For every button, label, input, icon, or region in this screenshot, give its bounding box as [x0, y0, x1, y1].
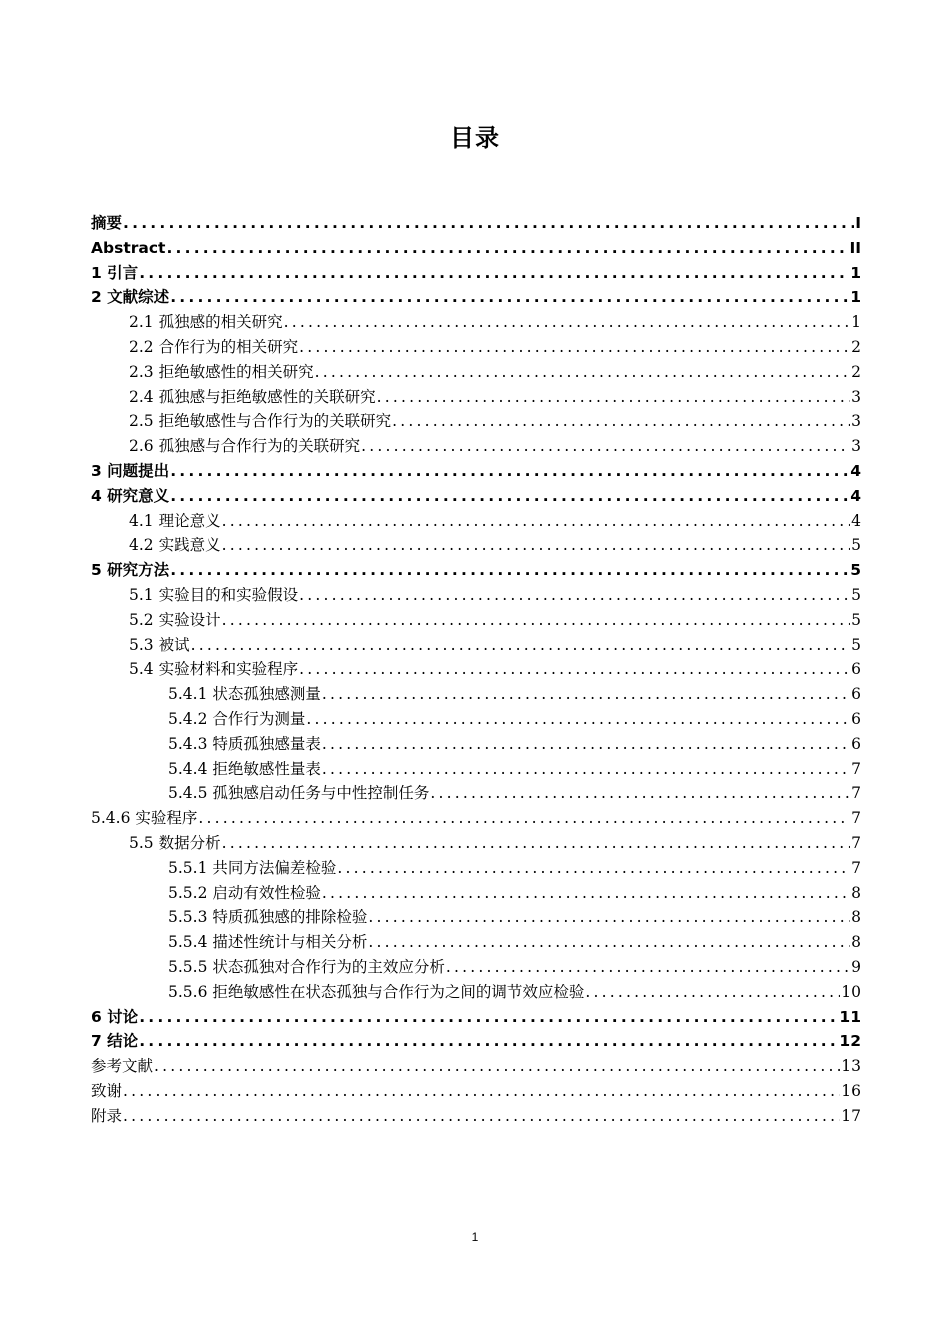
table-of-contents [91, 211, 861, 1128]
toc-leader-dots [306, 707, 850, 732]
toc-leader-dots [585, 980, 840, 1005]
toc-entry-label: 2 文献综述 [91, 288, 170, 307]
toc-leader-dots [170, 285, 849, 310]
toc-entry[interactable] [91, 533, 861, 558]
toc-entry-page: 1 [850, 288, 861, 307]
toc-entry[interactable] [91, 211, 861, 236]
toc-entry[interactable] [91, 856, 861, 881]
toc-entry-label: 2.2 合作行为的相关研究 [129, 337, 299, 356]
toc-entry-page: 1 [851, 313, 861, 332]
toc-entry-page: 8 [851, 883, 861, 902]
toc-entry[interactable] [91, 285, 861, 310]
toc-entry-label: 5 研究方法 [91, 561, 170, 580]
toc-entry-page: 5 [851, 635, 861, 654]
toc-leader-dots [322, 881, 850, 906]
toc-entry-label: 6 讨论 [91, 1007, 139, 1026]
toc-entry-page: 7 [851, 858, 861, 877]
toc-entry[interactable] [91, 831, 861, 856]
toc-leader-dots [299, 583, 850, 608]
toc-entry-label: 5.4.3 特质孤独感量表 [168, 734, 321, 753]
toc-leader-dots [139, 1005, 838, 1030]
toc-entry-page: 7 [851, 809, 861, 828]
toc-leader-dots [284, 310, 851, 335]
toc-entry-page: 9 [851, 957, 861, 976]
toc-entry-page: 13 [841, 1057, 861, 1076]
toc-leader-dots [191, 633, 851, 658]
toc-entry-label: 2.4 孤独感与拒绝敏感性的关联研究 [129, 387, 376, 406]
toc-entry[interactable] [91, 335, 861, 360]
toc-entry-page: 2 [851, 362, 861, 381]
toc-entry-label: 参考文献 [91, 1057, 154, 1076]
toc-leader-dots [123, 1079, 840, 1104]
toc-leader-dots [430, 781, 850, 806]
toc-entry-label: 4.2 实践意义 [129, 536, 221, 555]
toc-entry-page: 3 [851, 412, 861, 431]
toc-entry[interactable] [91, 261, 861, 286]
toc-entry-label: 5.5.1 共同方法偏差检验 [168, 858, 337, 877]
toc-leader-dots [299, 657, 850, 682]
toc-entry[interactable] [91, 955, 861, 980]
toc-leader-dots [154, 1054, 840, 1079]
toc-entry-label: 4.1 理论意义 [129, 511, 221, 530]
toc-entry-page: 7 [851, 784, 861, 803]
toc-entry[interactable] [91, 608, 861, 633]
toc-leader-dots [446, 955, 850, 980]
toc-entry-label: 7 结论 [91, 1032, 139, 1051]
toc-entry-label: 1 引言 [91, 263, 139, 282]
toc-entry-page: 11 [839, 1007, 861, 1026]
toc-entry-page: 16 [841, 1081, 861, 1100]
toc-leader-dots [222, 831, 851, 856]
toc-entry-page: 5 [851, 536, 861, 555]
toc-entry-label: 5.5.5 状态孤独对合作行为的主效应分析 [168, 957, 445, 976]
toc-entry-page: 6 [851, 685, 861, 704]
toc-entry[interactable] [91, 583, 861, 608]
toc-leader-dots [139, 261, 849, 286]
toc-entry[interactable] [91, 1005, 861, 1030]
toc-entry-page: 1 [850, 263, 861, 282]
toc-leader-dots [299, 335, 850, 360]
toc-leader-dots [170, 484, 849, 509]
toc-entry[interactable] [91, 409, 861, 434]
toc-entry-page: II [849, 238, 861, 257]
toc-entry[interactable] [91, 236, 861, 261]
toc-entry-label: 摘要 [91, 214, 123, 232]
page-number: 1 [471, 1230, 479, 1244]
toc-entry-label: 5.5 数据分析 [129, 833, 221, 852]
toc-entry-page: 17 [841, 1106, 861, 1125]
toc-leader-dots [322, 682, 850, 707]
toc-entry-label: 4 研究意义 [91, 486, 170, 505]
toc-entry-label: 5.4.4 拒绝敏感性量表 [168, 759, 321, 778]
toc-entry-label: 附录 [91, 1106, 123, 1125]
toc-leader-dots [170, 558, 849, 583]
toc-entry-label: Abstract [91, 238, 166, 257]
toc-entry[interactable] [91, 905, 861, 930]
toc-entry-page: 5 [851, 610, 861, 629]
toc-entry-label: 5.2 实验设计 [129, 610, 221, 629]
toc-entry-label: 2.1 孤独感的相关研究 [129, 313, 283, 332]
toc-entry-page: 6 [851, 709, 861, 728]
toc-entry-label: 5.4 实验材料和实验程序 [129, 660, 299, 679]
toc-entry-label: 2.6 孤独感与合作行为的关联研究 [129, 437, 361, 456]
toc-entry[interactable] [91, 385, 861, 410]
toc-entry[interactable] [91, 434, 861, 459]
toc-entry-label: 5.4.1 状态孤独感测量 [168, 685, 321, 704]
toc-entry-label: 5.1 实验目的和实验假设 [129, 585, 299, 604]
toc-entry-label: 5.4.2 合作行为测量 [168, 709, 306, 728]
toc-entry[interactable] [91, 1029, 861, 1054]
toc-entry[interactable] [91, 633, 861, 658]
toc-entry[interactable] [91, 558, 861, 583]
toc-entry[interactable] [91, 732, 861, 757]
toc-leader-dots [222, 608, 851, 633]
toc-entry-page: 4 [850, 461, 861, 480]
toc-entry-label: 5.4.5 孤独感启动任务与中性控制任务 [168, 784, 430, 803]
toc-entry-page: 4 [850, 486, 861, 505]
toc-entry-label: 5.3 被试 [129, 635, 190, 654]
toc-leader-dots [322, 732, 850, 757]
toc-entry[interactable] [91, 310, 861, 335]
toc-entry-label: 5.5.6 拒绝敏感性在状态孤独与合作行为之间的调节效应检验 [168, 982, 585, 1001]
toc-leader-dots [222, 509, 851, 534]
toc-entry[interactable] [91, 509, 861, 534]
toc-entry-page: 12 [839, 1032, 861, 1051]
toc-entry-page: 5 [851, 585, 861, 604]
toc-entry[interactable] [91, 1054, 861, 1079]
toc-entry-page: 4 [851, 511, 861, 530]
toc-entry[interactable] [91, 484, 861, 509]
toc-entry-page: 5 [850, 561, 861, 580]
toc-leader-dots [337, 856, 850, 881]
toc-title: 目录 [450, 124, 500, 152]
toc-entry-page: 3 [851, 387, 861, 406]
toc-entry[interactable] [91, 682, 861, 707]
toc-entry-label: 5.5.4 描述性统计与相关分析 [168, 933, 368, 952]
toc-leader-dots [123, 1104, 840, 1129]
toc-entry[interactable] [91, 930, 861, 955]
toc-entry-page: 8 [851, 933, 861, 952]
toc-leader-dots [392, 409, 850, 434]
toc-entry-label: 2.5 拒绝敏感性与合作行为的关联研究 [129, 412, 392, 431]
toc-entry-label: 5.5.3 特质孤独感的排除检验 [168, 908, 368, 927]
toc-entry-page: 3 [851, 437, 861, 456]
toc-entry-label: 3 问题提出 [91, 461, 170, 480]
toc-entry-page: 6 [851, 660, 861, 679]
toc-entry-label: 5.4.6 实验程序 [91, 809, 198, 828]
toc-entry[interactable] [91, 1104, 861, 1129]
toc-entry-page: 7 [851, 759, 861, 778]
toc-leader-dots [361, 434, 850, 459]
toc-entry-page: 6 [851, 734, 861, 753]
toc-entry[interactable] [91, 657, 861, 682]
toc-entry-page: 10 [841, 982, 861, 1001]
toc-entry-page: I [855, 214, 861, 232]
toc-leader-dots [123, 211, 854, 236]
toc-entry[interactable] [91, 806, 861, 831]
toc-entry[interactable] [91, 757, 861, 782]
toc-entry[interactable] [91, 1079, 861, 1104]
toc-entry-label: 2.3 拒绝敏感性的相关研究 [129, 362, 314, 381]
toc-entry-label: 5.5.2 启动有效性检验 [168, 883, 321, 902]
toc-entry[interactable] [91, 707, 861, 732]
toc-leader-dots [377, 385, 851, 410]
toc-leader-dots [368, 930, 850, 955]
toc-entry[interactable] [91, 459, 861, 484]
toc-entry-page: 2 [851, 337, 861, 356]
toc-entry[interactable] [91, 360, 861, 385]
toc-leader-dots [322, 757, 850, 782]
toc-entry-page: 8 [851, 908, 861, 927]
toc-leader-dots [170, 459, 849, 484]
toc-leader-dots [368, 905, 850, 930]
toc-leader-dots [198, 806, 850, 831]
toc-entry-page: 7 [851, 833, 861, 852]
toc-leader-dots [222, 533, 851, 558]
toc-entry[interactable] [91, 980, 861, 1005]
toc-leader-dots [139, 1029, 838, 1054]
toc-entry[interactable] [91, 881, 861, 906]
toc-entry-label: 致谢 [91, 1081, 123, 1100]
toc-leader-dots [166, 236, 848, 261]
toc-leader-dots [315, 360, 851, 385]
toc-entry[interactable] [91, 781, 861, 806]
